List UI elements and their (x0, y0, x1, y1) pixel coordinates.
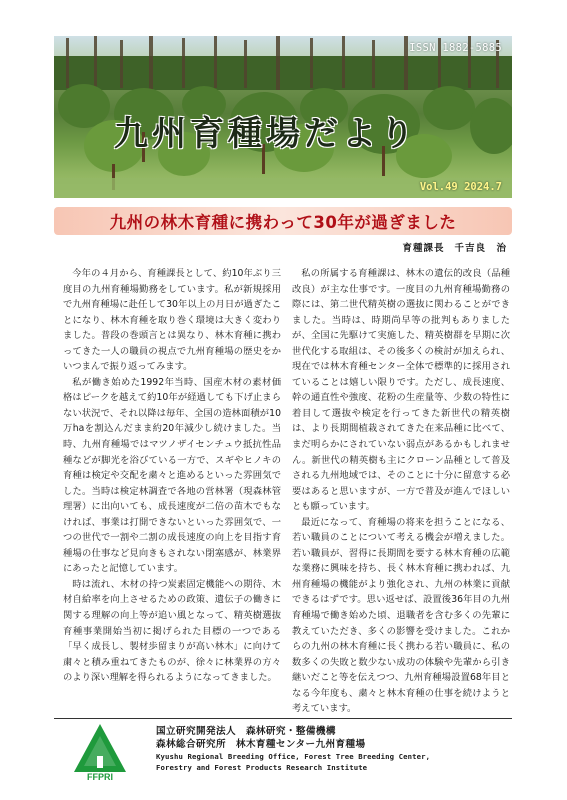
issn-number: ISSN 1882-5885 (409, 42, 502, 54)
paragraph: 私の所属する育種課は、林木の遺伝的改良（品種改良）が主な仕事です。一度目の九州育種場勤務の際には、第二世代精英樹の選抜に関わることができました。当時は、時期尚早等の批判もありましたが、全国に先駆けて実施した、精英樹群を早期に次世代化する取組は、その後多くの検討が加えられ、現在では林木育種センター全体で標準的に採用されていることは嬉しい限りです。ただし、成長速度、幹の通直性や強度、花粉の生産量等、少数の特性に着目して選抜や検定を行ってきた新世代の精英樹は、より長期間植栽されてきた在来品種に比べて、まだ明らかにされていない弱点があるかもしれません。新世代の精英樹も主にクローン品種として普及される九州地域では、そのことに十分に留意する必要はあると思いますが、一方で普及が進んでほしいとも願っています。 (292, 268, 510, 513)
paragraph: 最近になって、育種場の将来を担うことになる、若い職員のことについて考える機会が増えました。若い職員が、習得に長期間を要する林木育種の広範な業務に興味を持ち、長く林木育種に携われば、九州育種場の機能がより強化され、九州の林業に貢献できるはずです。思い返せば、設置後36年目の九州育種場で働き始めた頃、退職者を含む多くの先輩に教えていただき、多くの影響を受けました。これからの九州の林木育種に長く携わる若い職員に、私の数多くの失敗と数少ない成功の体験や先輩から引き継いだこと等を伝えつつ、九州育種場設置68年目となる今年度も、粛々と林木育種の仕事を続けようと考えています。 (292, 516, 510, 715)
right-column (292, 266, 510, 717)
author-role: 育種課長 (402, 243, 445, 254)
org-name-en-line1: Kyushu Regional Breeding Office, Forest Tree Breeding Center, (156, 752, 431, 761)
left-column (63, 266, 281, 686)
org-name-en-line2: Forestry and Forest Products Research Institute (156, 763, 368, 772)
publisher-info (156, 726, 506, 773)
org-name-line2: 森林総合研究所 林木育種センター九州育種場 (156, 738, 366, 750)
org-name-line1: 国立研究開発法人 森林研究・整備機構 (156, 726, 336, 737)
volume-date: Vol.49 2024.7 (419, 181, 502, 193)
paragraph: 今年の４月から、育種課長として、約10年ぶり三度目の九州育種場勤務をしています。私が新規採用で九州育種場に赴任して30年以上の月日が過ぎたことになり、林木育種を取り巻く環境は大きく変わりました。普段の巻頭言とは異なり、林木育種に携わってきた一人の職員の視点で九州育種場の歴史をかいつまんで振り返ってみます。 (63, 268, 281, 373)
newsletter-title: 九州育種場だより (114, 114, 418, 154)
article-headline: 九州の林木育種に携わって30年が過ぎました (54, 207, 512, 235)
masthead-photo (54, 36, 512, 198)
paragraph: 私が働き始めた1992年当時、国産木材の素材価格はピークを越えて約10年が経過しても下げ止まらない状況で、それ以降は毎年、全国の造林面積が10万haを割込んだまま約20年減少し続けました。当時、九州育種場ではマツノザイセンチュウ抵抗性品種などが脚光を浴びている一方で、スギやヒノキの育種は検定や交配を粛々と進めるといった雰囲気でした。当時は検定林調査で各地の営林署（現森林管理署）に出向いても、成長速度が二倍の苗木でもなければ、事業は打開できないといった雰囲気で、一つの世代で一割や二割の成長速度の向上を目指す育種場の仕事など見向きもされない閉塞感が、林業界にあったと記憶しています。 (63, 376, 281, 575)
author-name: 千吉良 治 (454, 243, 507, 254)
footer-divider (54, 718, 512, 719)
logo-text: FFPRI (87, 772, 113, 782)
paragraph: 時は流れ、木材の持つ炭素固定機能への期待、木材自給率を向上させるための政策、遺伝子の働きに関する理解の向上等が追い風となって、精英樹選抜育種事業開始当初に掲げられた目標の一つである「早く成長し、製材歩留まりが高い林木」に向けて粛々と積み重ねてきたものが、徐々に林業界の方々のより深い理解を得られるようになってきました。 (63, 578, 281, 684)
ffpri-logo-icon (72, 722, 128, 782)
byline (402, 240, 507, 254)
